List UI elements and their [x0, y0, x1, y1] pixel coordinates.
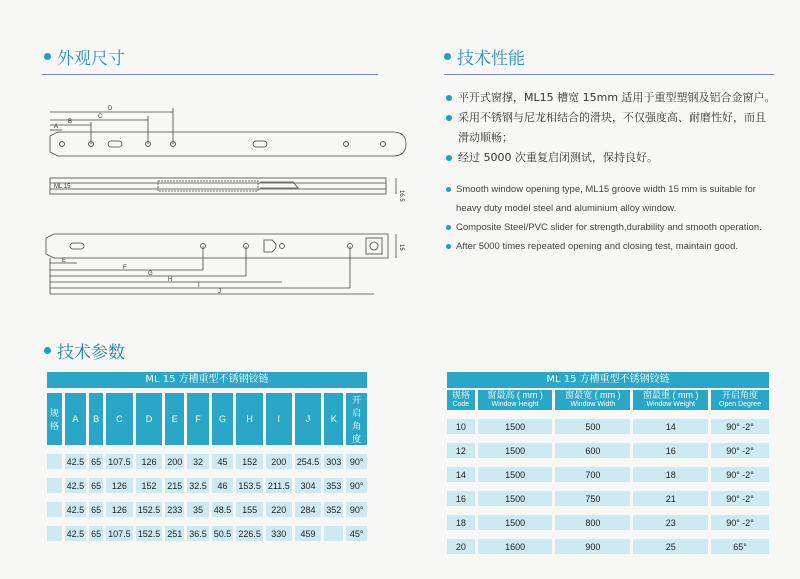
- spec-table: [444, 390, 772, 554]
- table-cell: 303: [324, 454, 343, 469]
- dim-label-f: F: [123, 265, 127, 271]
- table-cell: 65: [89, 502, 103, 517]
- table-cell: 107.5: [106, 454, 133, 469]
- table2-caption: ML 15 方槽重型不锈钢铰链: [447, 372, 769, 388]
- dimensions-heading: [44, 44, 125, 69]
- list-item: 平开式窗撑，ML15 槽宽 15mm 适用于重型塑钢及铝合金窗户。: [444, 88, 776, 108]
- table-cell: 42.5: [65, 478, 87, 493]
- list-item: Smooth window opening type, ML15 groove width 15 mm is suitable for: [444, 180, 762, 199]
- table-cell: 46: [212, 478, 234, 493]
- table-cell: 211.5: [266, 478, 292, 493]
- dim-label-15: 15: [398, 244, 404, 251]
- divider: [42, 74, 378, 75]
- table-cell: [47, 478, 62, 493]
- table-cell: 1600: [478, 539, 553, 554]
- table-cell: 42.5: [65, 502, 87, 517]
- table-row: [47, 502, 367, 517]
- table-header: J: [295, 393, 322, 445]
- table-cell: 200: [266, 454, 292, 469]
- table-cell: 10: [447, 419, 475, 434]
- table-cell: 700: [555, 467, 630, 482]
- header-cn: 开启角度: [722, 390, 759, 400]
- table-header: F: [187, 393, 209, 445]
- table-header: A: [65, 393, 87, 445]
- technical-drawing: [28, 98, 420, 308]
- table-cell: 352: [324, 502, 343, 517]
- table-cell: 65: [89, 526, 103, 541]
- table-cell: 126: [106, 478, 133, 493]
- dim-label-i: I: [198, 283, 200, 289]
- dim-label-e: E: [62, 258, 67, 264]
- table-cell: 254.5: [295, 454, 322, 469]
- table-cell: 226.5: [236, 526, 263, 541]
- table-cell: 1500: [478, 443, 553, 458]
- table-row: [447, 467, 769, 482]
- table-cell: [47, 526, 62, 541]
- table-cell: 152: [236, 454, 263, 469]
- table-cell: 251: [165, 526, 184, 541]
- table-cell: 459: [295, 526, 322, 541]
- header-en: Code: [452, 401, 470, 408]
- table-cell: 215: [165, 478, 184, 493]
- table-cell: 14: [447, 467, 475, 482]
- table-cell: 90° -2°: [711, 467, 769, 482]
- table-cell: 65: [89, 454, 103, 469]
- divider: [444, 74, 774, 75]
- table-cell: 153.5: [236, 478, 263, 493]
- table-cell: 1500: [478, 467, 553, 482]
- header-cn: 窗最重 ( mm ): [642, 390, 699, 400]
- header-cn: 窗最宽 ( mm ): [565, 390, 621, 400]
- list-item: heavy duty model steel and aluminium alloy window.: [456, 203, 677, 214]
- table-header: C: [106, 393, 133, 445]
- table-cell: 16: [633, 443, 708, 458]
- table-cell: 35: [187, 502, 209, 517]
- table-cell: 220: [266, 502, 292, 517]
- dimensions-title: 外观尺寸: [57, 49, 125, 69]
- table-row: [447, 539, 769, 554]
- ml-label: ML 15: [54, 184, 71, 190]
- table1-caption: ML 15 方槽重型不锈钢铰链: [47, 372, 367, 388]
- bullet-icon: [44, 347, 51, 354]
- table-header: [447, 390, 475, 410]
- table-cell: 23: [633, 515, 708, 530]
- table-cell: 16: [447, 491, 475, 506]
- table-cell: 45°: [346, 526, 367, 541]
- table-cell: 600: [555, 443, 630, 458]
- table-cell: 12: [447, 443, 475, 458]
- table-row: [47, 454, 367, 469]
- table-cell: 107.5: [106, 526, 133, 541]
- table-cell: 45: [212, 454, 234, 469]
- table-header: 规 格: [47, 393, 62, 445]
- performance-title: 技术性能: [457, 49, 525, 69]
- table-cell: [47, 454, 62, 469]
- table-header: K: [324, 393, 343, 445]
- table-cell: 18: [447, 515, 475, 530]
- table-cell: 21: [633, 491, 708, 506]
- table-row: [447, 443, 769, 458]
- table-header: E: [165, 393, 184, 445]
- table-cell: [324, 526, 343, 541]
- table-cell: 900: [555, 539, 630, 554]
- dim-label-16-5: 16.5: [398, 190, 404, 202]
- parameters-heading: [44, 338, 125, 363]
- table-row: [47, 526, 367, 541]
- table-header: D: [136, 393, 163, 445]
- header-cn: 窗最高 ( mm ): [487, 390, 543, 400]
- table-cell: 32: [187, 454, 209, 469]
- dim-label-d: D: [108, 106, 113, 112]
- table-cell: 90° -2°: [711, 419, 769, 434]
- table-cell: 18: [633, 467, 708, 482]
- table-cell: 200: [165, 454, 184, 469]
- table-cell: 152: [136, 478, 163, 493]
- parameters-title: 技术参数: [57, 343, 125, 363]
- table-header: [711, 390, 769, 410]
- features-en-list: [444, 180, 762, 256]
- table-cell: 90° -2°: [711, 491, 769, 506]
- table-cell: 500: [555, 419, 630, 434]
- header-en: Window Weight: [646, 401, 695, 408]
- header-en: Window Height: [491, 401, 539, 408]
- table-cell: 42.5: [65, 454, 87, 469]
- dim-label-j: J: [218, 289, 221, 295]
- list-item: After 5000 times repeated opening and closing test, maintain good.: [444, 237, 762, 256]
- table-cell: 1500: [478, 491, 553, 506]
- table-cell: 65°: [711, 539, 769, 554]
- list-item: 滑动顺畅；: [458, 131, 513, 144]
- table-header: [478, 390, 553, 410]
- table-cell: 1500: [478, 515, 553, 530]
- table-cell: 90°: [346, 502, 367, 517]
- table-cell: [47, 502, 62, 517]
- table-cell: 233: [165, 502, 184, 517]
- table-header: H: [236, 393, 263, 445]
- list-item: 采用不锈钢与尼龙相结合的滑块，不仅强度高、耐磨性好，而且: [444, 108, 776, 128]
- table-cell: 126: [106, 502, 133, 517]
- table-cell: 42.5: [65, 526, 87, 541]
- table-cell: 1500: [478, 419, 553, 434]
- table-row: [447, 491, 769, 506]
- table-cell: 32.5: [187, 478, 209, 493]
- table-cell: 126: [136, 454, 163, 469]
- table-cell: 284: [295, 502, 322, 517]
- header-en: Open Degree: [719, 401, 762, 408]
- table-cell: 90°: [346, 478, 367, 493]
- table-cell: 152.5: [136, 502, 163, 517]
- table-header: I: [266, 393, 292, 445]
- table-cell: 330: [266, 526, 292, 541]
- table-row: [447, 515, 769, 530]
- features-cn-list: [444, 88, 776, 168]
- table-cell: 800: [555, 515, 630, 530]
- table-cell: 14: [633, 419, 708, 434]
- table-header: G: [212, 393, 234, 445]
- table-cell: 48.5: [212, 502, 234, 517]
- performance-heading: [444, 44, 525, 69]
- table-cell: 353: [324, 478, 343, 493]
- table-cell: 25: [633, 539, 708, 554]
- table-cell: 90° -2°: [711, 515, 769, 530]
- table-header: [555, 390, 630, 410]
- dim-label-b: B: [68, 119, 73, 125]
- table-cell: 36.5: [187, 526, 209, 541]
- table-row: [47, 478, 367, 493]
- list-item: 经过 5000 次重复启闭测试，保持良好。: [444, 148, 776, 168]
- dim-label-c: C: [98, 114, 103, 120]
- list-item: Composite Steel/PVC slider for strength,durability and smooth operation.: [444, 218, 762, 237]
- dim-label-h: H: [168, 277, 173, 283]
- header-en: Window Width: [570, 401, 616, 408]
- dim-label-g: G: [148, 271, 153, 277]
- table-row: [447, 419, 769, 434]
- table-cell: 750: [555, 491, 630, 506]
- table-cell: 152.5: [136, 526, 163, 541]
- table-header: B: [89, 393, 103, 445]
- table-cell: 155: [236, 502, 263, 517]
- table-cell: 304: [295, 478, 322, 493]
- dimension-table: [44, 393, 370, 541]
- table-header: [633, 390, 708, 410]
- table-cell: 90° -2°: [711, 443, 769, 458]
- dim-label-a: A: [54, 124, 59, 130]
- table-cell: 20: [447, 539, 475, 554]
- bullet-icon: [44, 53, 51, 60]
- bullet-icon: [444, 53, 451, 60]
- table-cell: 90°: [346, 454, 367, 469]
- table-cell: 65: [89, 478, 103, 493]
- header-cn: 规格: [451, 390, 470, 400]
- table-header: 开启角度: [346, 393, 367, 445]
- table-cell: 50.5: [212, 526, 234, 541]
